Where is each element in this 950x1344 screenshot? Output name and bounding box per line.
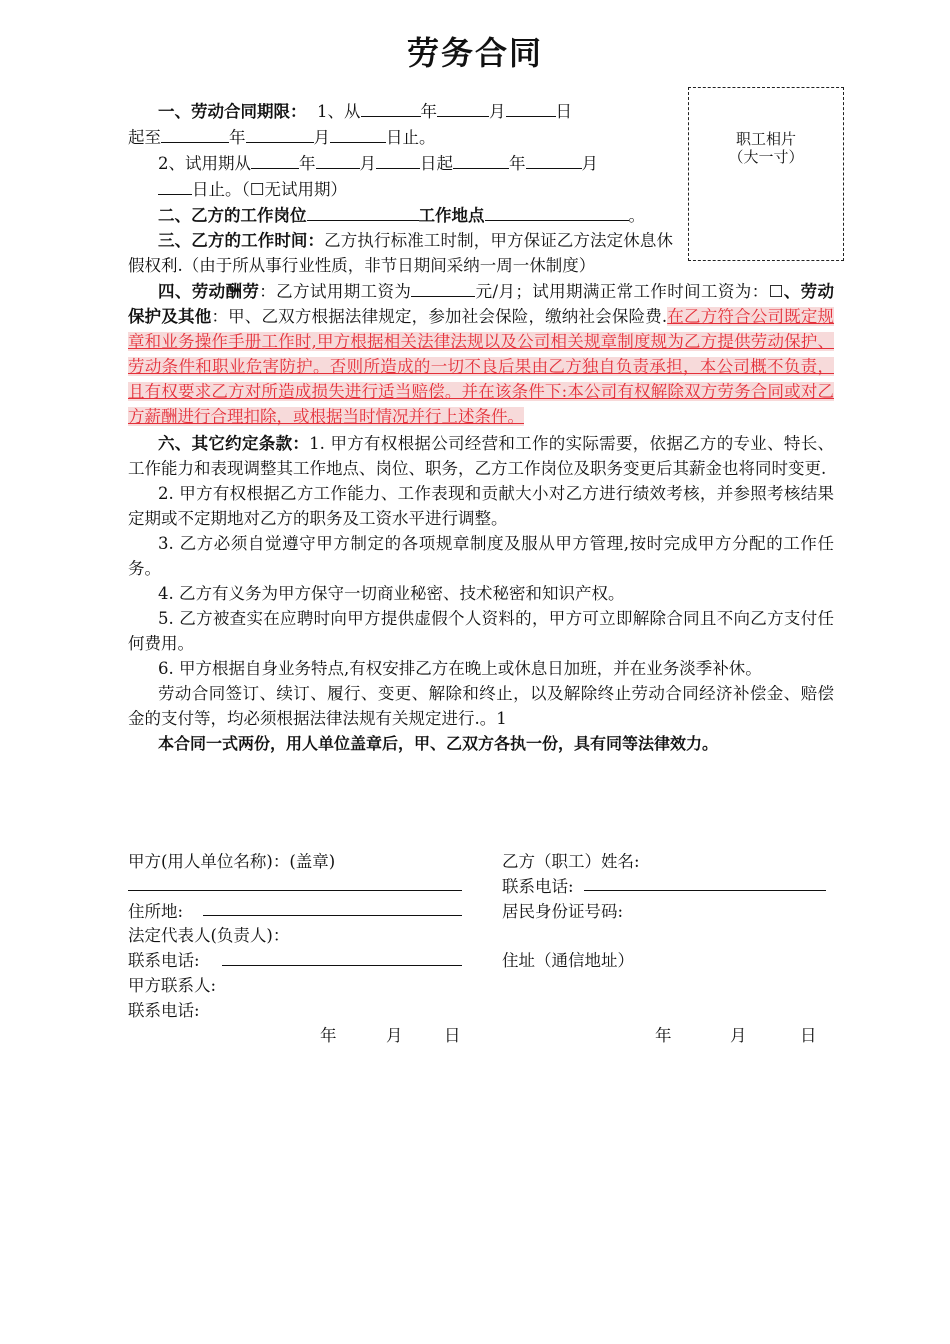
- section-1-line: 一、劳动合同期限： 1、从 年 月 日: [128, 98, 673, 124]
- party-a-month: 月: [386, 1026, 403, 1045]
- party-b-name: 乙方（职工）姓名:: [502, 852, 640, 871]
- clause-7: 劳动合同签订、续订、履行、变更、解除和终止，以及解除终止劳动合同经济补偿金、赔偿金的支付等，均必须根据法律法规有关规定进行.。1: [128, 684, 834, 728]
- clause-3: 3. 乙方必须自觉遵守甲方制定的各项规章制度及服从甲方管理,按时完成甲方分配的工作任务。: [128, 534, 834, 578]
- probation-line: 2、试用期从 年 月 日起 年 月: [128, 150, 673, 176]
- party-b-year: 年: [655, 1026, 672, 1045]
- document-title: 劳务合同: [406, 34, 543, 72]
- party-b-month: 月: [730, 1026, 747, 1045]
- party-a-name: 甲方(用人单位名称)：(盖章): [128, 852, 336, 871]
- clause-2: 2. 甲方有权根据乙方工作能力、工作表现和贡献大小对乙方进行绩效考核，并参照考核结果定期或不定期地对乙方的职务及工资水平进行调整。: [128, 484, 834, 528]
- contract-body: [128, 98, 834, 756]
- party-a-name-line: [128, 890, 462, 891]
- party-a-day: 日: [444, 1026, 461, 1045]
- probation-line2: 日止。（☐无试用期）: [128, 176, 673, 202]
- section-1-line2: 起至 年 月 日止。: [128, 124, 673, 150]
- section-2: 二、乙方的工作岗位 工作地点 。: [128, 202, 673, 228]
- party-a-contact: 甲方联系人:: [128, 976, 217, 995]
- party-b-phone-line: [584, 890, 826, 891]
- party-b-phone: 联系电话:: [502, 877, 574, 896]
- section-4: 四、劳动酬劳：乙方试用期工资为 元/月；试用期满正常工作时间工资为：☐、劳动保护及其他：甲、乙双方根据法律规定，参加社会保险，缴纳社会保险费.在乙方符合公司既定规章和业务操作手册工作时,甲方根据相关法律法规以及公司相关规章制度规为乙方提供劳动保护、劳动条件和职业危害防护。否则所造成的一切不良后果由乙方独自负责承担，本公司概不负责，且有权要求乙方对所造成损失进行适当赔偿。并在该条件下:本公司有权解除双方劳务合同或对乙方薪酬进行合理扣除，或根据当时情况并行上述条件。: [128, 278, 834, 429]
- party-b-id: 居民身份证号码:: [502, 902, 624, 921]
- party-a-year: 年: [320, 1026, 337, 1045]
- party-a-address: 住所地:: [128, 902, 184, 921]
- party-a-phone-line: [222, 965, 462, 966]
- clause-6: 6. 甲方根据自身业务特点,有权安排乙方在晚上或休息日加班，并在业务淡季补休。: [158, 659, 762, 678]
- party-b-address: 住址（通信地址）: [502, 951, 634, 970]
- clause-4: 4. 乙方有义务为甲方保守一切商业秘密、技术秘密和知识产权。: [158, 584, 625, 603]
- photo-size-label: （大一寸）: [728, 148, 804, 166]
- party-b-day: 日: [800, 1026, 817, 1045]
- party-a-phone: 联系电话:: [128, 951, 200, 970]
- legal-representative: 法定代表人(负责人)：: [128, 926, 290, 945]
- closing-statement: 本合同一式两份，用人单位盖章后，甲、乙双方各执一份，具有同等法律效力。: [158, 734, 719, 753]
- address-line: [203, 915, 462, 916]
- photo-label: 职工相片: [735, 130, 796, 148]
- highlighted-clause: 在乙方符合公司既定规章和业务操作手册工作时,甲方根据相关法律法规以及公司相关规章制度规为乙方提供劳动保护、劳动条件和职业危害防护。否则所造成的一切不良后果由乙方独自负责承担，本公司概不负责，且有权要求乙方对所造成损失进行适当赔偿。并在该条件下:本公司有权解除双方劳务合同或对乙方薪酬进行合理扣除，或根据当时情况并行上述条件。: [128, 307, 835, 426]
- section-6: 六、其它约定条款：1. 甲方有权根据公司经营和工作的实际需要，依据乙方的专业、特长、工作能力和表现调整其工作地点、岗位、职务，乙方工作岗位及职务变更后其薪金也将同时变更.: [128, 434, 834, 478]
- party-a-contact-phone: 联系电话:: [128, 1001, 200, 1020]
- section-3: 三、乙方的工作时间：乙方执行标准工时制，甲方保证乙方法定休息休假权利.（由于所从事行业性质，非节日期间采纳一周一休制度）: [128, 231, 674, 275]
- clause-5: 5. 乙方被查实在应聘时向甲方提供虚假个人资料的，甲方可立即解除合同且不向乙方支付任何费用。: [128, 609, 834, 653]
